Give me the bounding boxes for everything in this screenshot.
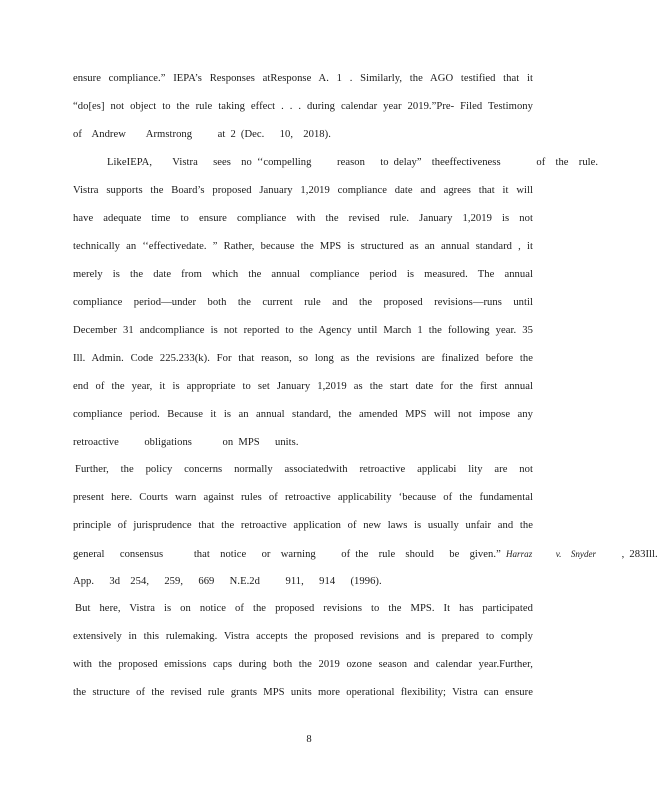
text-line: compliance period. Because it is an annual standard, the amended MPS will not impose any bbox=[73, 409, 533, 420]
text-line: App. 3d 254, 259, 669 N.E.2d 911, 914 (1996). bbox=[73, 576, 382, 587]
text-line: with the proposed emissions caps during both the 2019 ozone season and calendar year.Further, bbox=[73, 659, 533, 670]
page-number: 8 bbox=[306, 734, 312, 745]
text-segment: , 283Ill. bbox=[596, 549, 658, 560]
text-line: technically an ‘‘effectivedate. ” Rather, because the MPS is structured as an annual standard , it bbox=[73, 241, 533, 252]
text-line: of Andrew Armstrong at 2 (Dec. 10, 2018). bbox=[73, 129, 331, 140]
text-line: December 31 andcompliance is not reported to the Agency until March 1 the following year. 35 bbox=[73, 325, 533, 336]
text-line: Ill. Admin. Code 225.233(k). For that reason, so long as the revisions are finalized before the bbox=[73, 353, 533, 364]
text-line: present here. Courts warn against rules of retroactive applicability ‘because of the fundamental bbox=[73, 492, 533, 503]
text-line: principle of jurisprudence that the retroactive application of new laws is usually unfair and the bbox=[73, 520, 533, 531]
text-line: end of the year, it is appropriate to set January 1,2019 as the start date for the first annual bbox=[73, 381, 533, 392]
text-line: ensure compliance.” IEPA’s Responses atResponse A. 1 . Similarly, the AGO testified that it bbox=[73, 73, 533, 84]
text-segment: general consensus that notice or warning of the rule should be given.” bbox=[73, 549, 501, 560]
text-line: LikeIEPA, Vistra sees no ‘‘compelling reason to delay” theeffectiveness of the rule. bbox=[107, 157, 599, 168]
text-line: merely is the date from which the annual compliance period is measured. The annual bbox=[73, 269, 533, 280]
text-line: Further, the policy concerns normally associatedwith retroactive applicabi lity are not bbox=[75, 464, 533, 475]
text-line: retroactive obligations on MPS units. bbox=[73, 437, 299, 448]
text-line: the structure of the revised rule grants MPS units more operational flexibility; Vistra can ensure bbox=[73, 687, 533, 698]
case-citation: Harraz v. Snyder bbox=[505, 549, 597, 559]
text-line: But here, Vistra is on notice of the proposed revisions to the MPS. It has participated bbox=[75, 603, 533, 614]
text-line: extensively in this rulemaking. Vistra accepts the proposed revisions and is prepared to comply bbox=[73, 631, 533, 642]
text-line: have adequate time to ensure compliance with the revised rule. January 1,2019 is not bbox=[73, 213, 533, 224]
text-line: “do[es] not object to the rule taking effect . . . during calendar year 2019.”Pre- Filed Testimony bbox=[73, 101, 533, 112]
text-line: Vistra supports the Board’s proposed January 1,2019 compliance date and agrees that it will bbox=[73, 185, 533, 196]
text-line-with-citation bbox=[73, 547, 658, 562]
text-line: compliance period—under both the current rule and the proposed revisions—runs until bbox=[73, 297, 533, 308]
